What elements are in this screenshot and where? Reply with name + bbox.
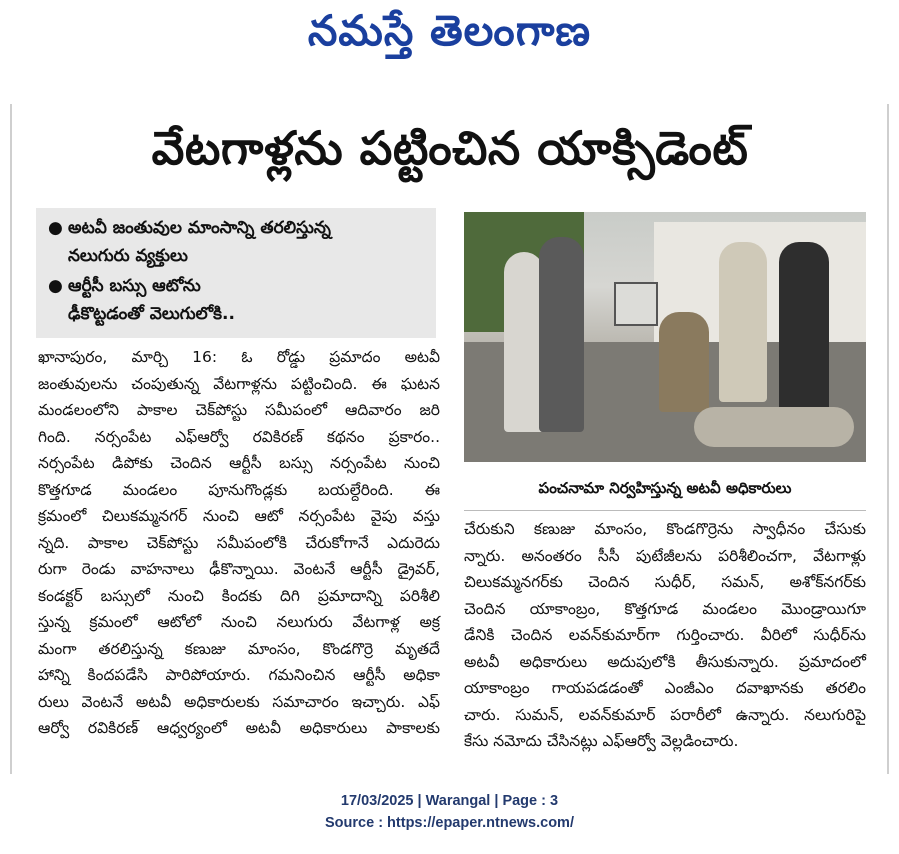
masthead <box>0 0 899 72</box>
page-footer <box>0 790 899 834</box>
highlight-item: ● ఆర్టీసీ బస్సు ఆటోను ఢీకొట్టడంతో వెలుగులోకి.. <box>48 272 235 328</box>
source-link[interactable]: Source : https://epaper.ntnews.com/ <box>325 815 574 831</box>
article-body-right: చేరుకుని కణుజు మాంసం, కొండగొర్రెను స్వాధీనం చేసుకు న్నారు. అనంతరం సీసీ పుటేజీలను పరిశీలించగా, వేటగాళ్లు చిలుకమ్మనగర్‌కు చెందిన సుధీర్, సమన్, అశోక్‌నగర్‌కు చెందిన యాకాంబ్రం, కొత్తగూడ మండలం మొండ్రాయిగూ డేనికి చెందిన లవన్‌కుమార్‌గా గుర్తించారు. వీరిలో సుధీర్‌ను అటవీ అధికారులు అదుపులోకి తీసుకున్నారు. ప్రమాదంలో యాకాంబ్రం గాయపడడంతో ఎంజీఎం దవాఖానకు తరలిం చారు. సుమన్, లవన్‌కుమార్ పరారీలో ఉన్నారు. నలుగురిపై కేసు నమోదు చేసినట్లు ఎఫ్ఆర్వో వెల్లడించారు. <box>464 520 866 750</box>
article-headline: వేటగాళ్లను పట్టించిన యాక్సిడెంట్ <box>151 121 749 175</box>
highlights-box <box>36 208 436 338</box>
highlight-item: ● అటవీ జంతువుల మాంసాన్ని తరలిస్తున్న నలుగురు వ్యక్తులు <box>48 214 331 270</box>
news-photo <box>464 212 866 462</box>
article-body-left: ఖానాపురం, మార్చి 16: ఓ రోడ్డు ప్రమాదం అటవీ జంతువులను చంపుతున్న వేటగాళ్లను పట్టించింది. ఈ ఘటన మండలంలోని పాకాల చెక్‌పోస్టు సమీపంలో ఆదివారం జరి గింది. నర్సంపేట ఎఫ్ఆర్వో రవికిరణ్ కథనం ప్రకారం.. నర్సంపేట డిపోకు చెందిన ఆర్టీసీ బస్సు నర్సంపేట నుంచి కొత్తగూడ మండలం పూనుగొండ్లకు బయల్దేరింది. ఈ క్రమంలో చిలుకమ్మనగర్ నుంచి ఆటో నర్సంపేట వైపు వస్తు న్నది. పాకాల చెక్‌పోస్టు సమీపంలోకి చేరుకోగానే ఎదురెదు రుగా రెండు వాహనాలు ఢీకొన్నాయి. వెంటనే ఆర్టీసీ డ్రైవర్, కండక్టర్ బస్సులో నుంచి కిందకు దిగి ప్రమాదాన్ని పరిశీలి స్తున్న క్రమంలో ఆటోలో నుంచి నలుగురు వేటగాళ్ల అక్ర మంగా తరలిస్తున్న కణుజు మాంసం, కొండగొర్రె మృతదే హాన్ని కిందపడేసి పారిపోయారు. గమనించిన ఆర్టీసీ అధికా రులు వెంటనే అటవీ అధికారులకు సమాచారం ఇచ్చారు. ఎఫ్ ఆర్వో రవికిరణ్ ఆధ్వర్యంలో అటవీ అధికారులు పాకాలకు <box>38 348 440 737</box>
edition-info: 17/03/2025 | Warangal | Page : 3 <box>340 793 559 809</box>
newspaper-title: నమస్తే తెలంగాణ <box>307 6 592 55</box>
photo-caption: పంచనామా నిర్వహిస్తున్న అటవీ అధికారులు <box>464 466 866 511</box>
bullet-dot-icon: ● <box>48 218 63 238</box>
bullet-dot-icon: ● <box>48 276 63 296</box>
